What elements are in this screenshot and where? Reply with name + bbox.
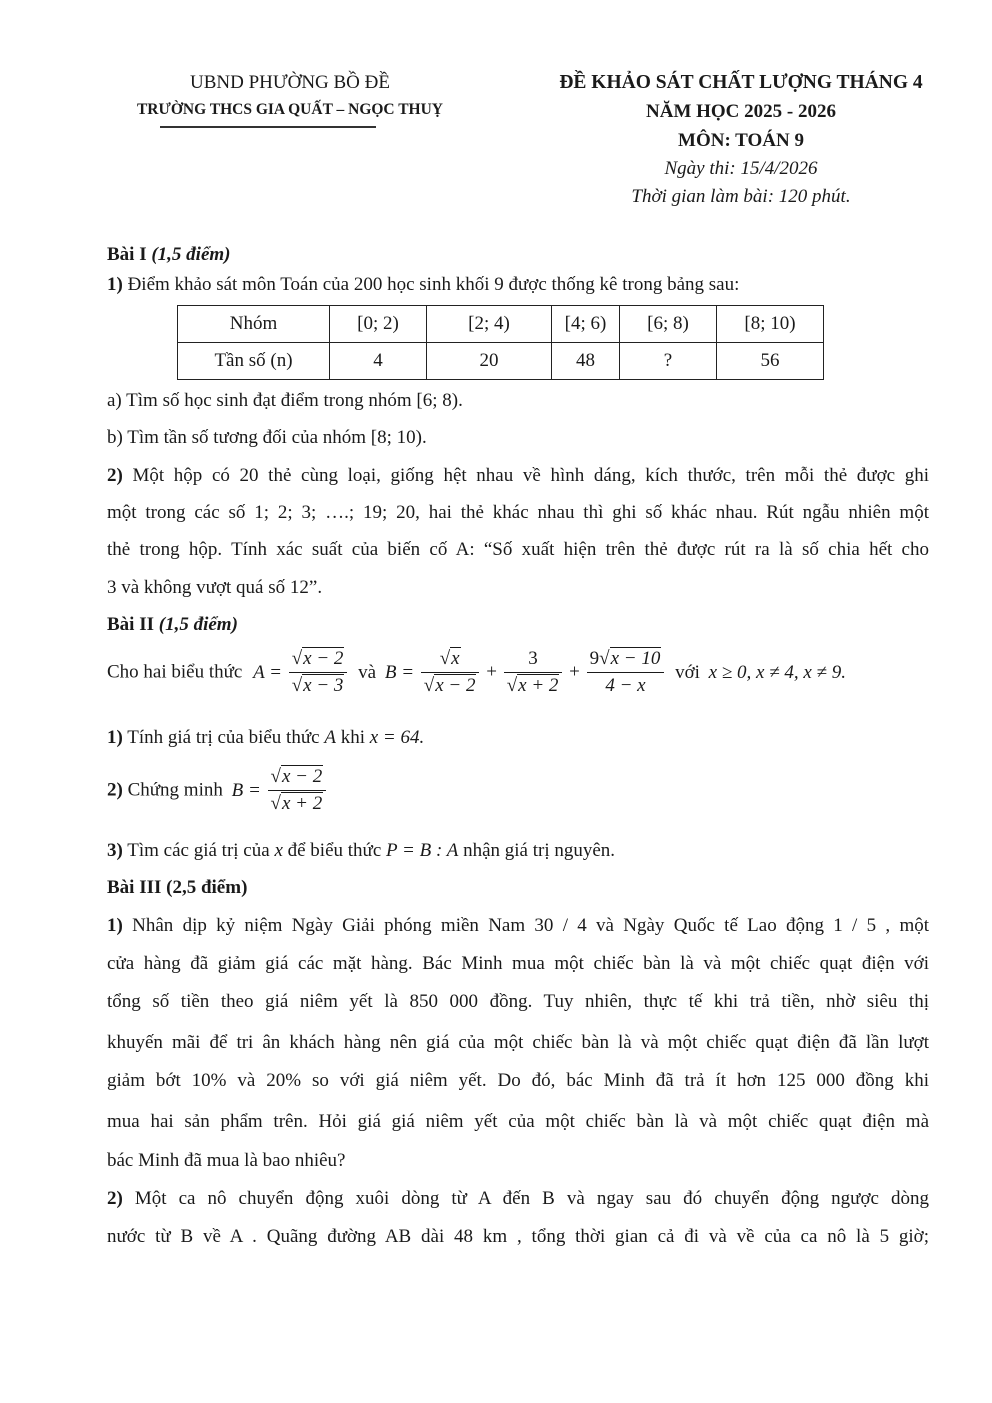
question-number: 2)	[107, 1188, 123, 1209]
section-2-title: Bài II	[107, 614, 154, 635]
with-text: với	[675, 661, 700, 683]
table-cell: 4	[330, 343, 427, 380]
question-3-1-line6: mua hai sản phẩm trên. Hỏi giá giá niêm yết của một chiếc bàn là và một chiếc quạt điện mà	[107, 1111, 929, 1132]
expression-a: A =	[253, 661, 282, 683]
exam-date: Ngày thi: 15/4/2026	[664, 158, 818, 179]
fraction-a: $\frac{√x - 2}{√x - 3}$	[289, 648, 348, 697]
fraction-b3-denominator: 4 − x	[605, 675, 646, 696]
intro-text: Cho hai biểu thức	[107, 661, 243, 683]
table-cell: Nhóm	[178, 306, 330, 343]
question-1-2-line3: thẻ trong hộp. Tính xác suất của biến cố A: “Số xuất hiện trên thẻ được rút ra là số chia hết cho	[107, 539, 929, 560]
fraction-a-denominator: x − 3	[303, 675, 344, 696]
question-3-1-line3: tổng số tiền theo giá niêm yết là 850 000 đồng. Tuy nhiên, thực tế khi trả tiền, nhờ siêu thị	[107, 991, 929, 1012]
expression-b: B =	[231, 779, 261, 801]
fraction-b-result: $\frac{√x - 2}{√x + 2}$	[268, 766, 327, 815]
variable: x	[274, 840, 283, 861]
section-1-title: Bài I	[107, 244, 147, 265]
subject: MÔN: TOÁN 9	[678, 130, 804, 151]
question-text: Tính giá trị của biểu thức	[127, 727, 320, 748]
table-cell: Tần số (n)	[178, 343, 330, 380]
and-text: và	[358, 661, 377, 683]
plus-sign: +	[486, 661, 497, 683]
question-3-2-line1	[107, 1188, 929, 1210]
question-3-1-line4: khuyến mãi để tri ân khách hàng nên giá của một chiếc bàn là và một chiếc quạt điện đã lần lượt	[107, 1032, 929, 1053]
plus-sign: +	[569, 661, 580, 683]
question-1-1a: a) Tìm số học sinh đạt điểm trong nhóm [6; 8).	[107, 390, 463, 411]
fraction-b-result-numerator: x − 2	[281, 766, 323, 787]
table-cell: 48	[552, 343, 620, 380]
section-1-points: (1,5 điểm)	[151, 244, 231, 265]
fraction-b2-denominator: x + 2	[518, 675, 559, 696]
question-number: 2)	[107, 779, 123, 801]
expression: P = B : A	[386, 840, 459, 861]
question-number: 2)	[107, 465, 123, 486]
school-year: NĂM HỌC 2025 - 2026	[646, 101, 836, 122]
fraction-b1-numerator: x	[451, 648, 460, 669]
fraction-b3-coefficient: 9	[589, 648, 600, 669]
question-number: 1)	[107, 274, 123, 295]
fraction-b3-numerator: x − 10	[610, 648, 661, 669]
question-3-1-line2: cửa hàng đã giảm giá các mặt hàng. Bác Minh mua một chiếc bàn là và một chiếc quạt điện với	[107, 953, 929, 974]
variable: A	[324, 727, 336, 748]
school-name: TRƯỜNG THCS GIA QUẤT – NGỌC THUỴ	[136, 101, 444, 118]
question-text: Điểm khảo sát môn Toán của 200 học sinh khối 9 được thống kê trong bảng sau:	[127, 274, 740, 295]
header-underline	[160, 126, 376, 128]
section-2-points: (1,5 điểm)	[158, 614, 238, 635]
fraction-b3: $\frac{9√x - 10}{4 - x}$	[587, 648, 665, 697]
question-3-2-line2: nước từ B về A . Quãng đường AB dài 48 km , tổng thời gian cả đi và về của ca nô là 5 giờ;	[107, 1226, 929, 1247]
expressions-line	[107, 648, 846, 697]
section-2-heading	[107, 614, 238, 636]
question-1-1	[107, 274, 739, 296]
table-cell: [8; 10)	[717, 306, 824, 343]
question-1-1b: b) Tìm tần số tương đối của nhóm [8; 10).	[107, 427, 427, 448]
frequency-table	[177, 305, 824, 380]
fraction-b2: $\frac{3}{√x + 2}$	[504, 648, 563, 697]
question-3-1-line7: bác Minh đã mua là bao nhiêu?	[107, 1150, 346, 1171]
question-number: 1)	[107, 727, 123, 748]
table-cell: [6; 8)	[620, 306, 717, 343]
question-text: Nhân dịp kỷ niệm Ngày Giải phóng miền Nam 30 / 4 và Ngày Quốc tế Lao động 1 / 5 , một	[132, 915, 930, 936]
table-row	[178, 343, 824, 380]
table-cell: ?	[620, 343, 717, 380]
fraction-b1-denominator: x − 2	[435, 675, 476, 696]
fraction-a-numerator: x − 2	[303, 648, 344, 669]
question-text: Một ca nô chuyển động xuôi dòng từ A đến B và ngay sau đó chuyển động ngược dòng	[134, 1188, 929, 1209]
question-text: Chứng minh	[127, 779, 223, 801]
table-cell: 56	[717, 343, 824, 380]
question-number: 1)	[107, 915, 123, 936]
table-cell: [4; 6)	[552, 306, 620, 343]
exam-title: ĐỀ KHẢO SÁT CHẤT LƯỢNG THÁNG 4	[559, 72, 923, 93]
question-2-1	[107, 727, 424, 749]
question-text: Tìm các giá trị của	[127, 840, 270, 861]
exam-duration: Thời gian làm bài: 120 phút.	[631, 186, 851, 207]
question-3-1-line1	[107, 915, 929, 937]
table-cell: [2; 4)	[427, 306, 552, 343]
question-1-2-line4: 3 và không vượt quá số 12”.	[107, 577, 323, 598]
question-text: nhận giá trị nguyên.	[463, 840, 616, 861]
question-2-2	[107, 766, 328, 815]
fraction-b1: $\frac{√x}{√x - 2}$	[421, 648, 480, 697]
expression-b: B =	[384, 661, 415, 683]
question-1-2-line2: một trong các số 1; 2; 3; ….; 19; 20, hai thẻ khác nhau thì ghi số khác nhau. Rút ngẫu nhiên một	[107, 502, 929, 523]
value: x = 64.	[369, 727, 425, 748]
table-row	[178, 306, 824, 343]
table-cell: 20	[427, 343, 552, 380]
conditions: x ≥ 0, x ≠ 4, x ≠ 9.	[708, 661, 846, 683]
section-1-heading	[107, 244, 231, 266]
ward-name: UBND PHƯỜNG BỒ ĐỀ	[189, 72, 390, 93]
question-2-3	[107, 840, 615, 862]
question-1-2-line1	[107, 465, 929, 487]
question-3-1-line5: giảm bớt 10% và 20% so với giá niêm yết. Do đó, bác Minh đã trả ít hơn 125 000 đồng khi	[107, 1070, 929, 1091]
fraction-b2-numerator: 3	[504, 648, 563, 673]
section-3-title: Bài III (2,5 điểm)	[107, 877, 248, 898]
question-text: khi	[340, 727, 365, 748]
question-number: 3)	[107, 840, 123, 861]
question-text: Một hộp có 20 thẻ cùng loại, giống hệt nhau về hình dáng, kích thước, trên mỗi thẻ được ghi	[132, 465, 929, 486]
fraction-b-result-denominator: x + 2	[281, 793, 323, 814]
table-cell: [0; 2)	[330, 306, 427, 343]
question-text: để biểu thức	[287, 840, 382, 861]
